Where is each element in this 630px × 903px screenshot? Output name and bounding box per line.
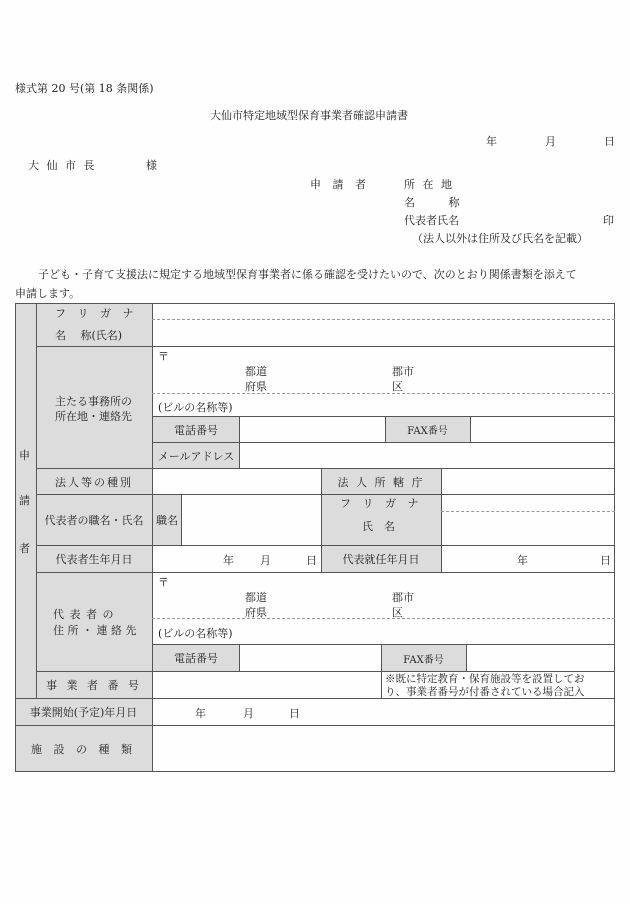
intro-line-1: 子ども・子育て支援法に規定する地域型保育事業者に係る確認を受けたいので、次のとおり関係書類を添えて — [38, 268, 577, 281]
office-label-1: 主たる事務所の — [55, 395, 132, 408]
rep-fax-input[interactable] — [467, 645, 614, 671]
rep-pref-label-1: 都道 — [245, 591, 267, 604]
rep-name-label: 氏 名 — [362, 520, 395, 533]
rep-birth-day: 日 — [306, 554, 317, 567]
rep-birth-month: 月 — [260, 554, 271, 567]
form-number: 様式第 20 号(第 18 条関係) — [15, 82, 154, 95]
rep-pref-label-2: 府県 — [245, 606, 267, 619]
rep-appointed-label: 代表就任年月日 — [342, 553, 420, 566]
corp-type-label: 法人等の種別 — [55, 475, 133, 489]
facility-type-label: 施 設 の 種 類 — [31, 743, 136, 756]
name-label: 名 称(氏名) — [55, 329, 123, 342]
start-date-month: 月 — [243, 707, 254, 720]
rep-furigana-label: フ リ ガ ナ — [340, 497, 423, 510]
addressee-honorific: 様 — [146, 159, 157, 172]
seal-mark: 印 — [603, 214, 614, 227]
office-phone-input[interactable] — [240, 417, 385, 442]
corp-type-input[interactable] — [153, 469, 321, 494]
applicant-name-label: 名 称 — [404, 196, 462, 209]
start-date-label: 事業開始(予定)年月日 — [29, 706, 138, 719]
business-number-input[interactable] — [153, 672, 381, 698]
business-note-1: ※既に特定教育・保育施設等を設置してお — [385, 673, 585, 685]
document-title: 大仙市特定地域型保育事業者確認申請書 — [210, 109, 408, 122]
email-input[interactable] — [240, 443, 614, 468]
corp-office-input[interactable] — [442, 469, 614, 494]
side-label-2: 請 — [19, 494, 30, 507]
applicant-label: 申 請 者 — [310, 178, 370, 191]
rep-city-label-2: 区 — [392, 606, 403, 619]
postal-mark: 〒 — [158, 350, 169, 363]
office-label-2: 所在地・連絡先 — [55, 410, 132, 423]
applicant-note: （法人以外は住所及び氏名を記載） — [412, 232, 588, 245]
business-note-2: り、事業者番号が付番されている場合記入 — [385, 686, 585, 698]
corp-office-label: 法 人 所 轄 庁 — [337, 475, 425, 489]
job-title-label: 職名 — [156, 514, 178, 527]
email-label: メールアドレス — [157, 449, 235, 463]
rep-name-input[interactable] — [442, 512, 614, 544]
city-label-2: 区 — [392, 380, 403, 393]
rep-title-name-label: 代表者の職名・氏名 — [44, 514, 144, 527]
furigana-input[interactable] — [153, 304, 614, 318]
date-month: 月 — [545, 135, 556, 148]
rep-appointed-day: 日 — [600, 554, 611, 567]
date-day: 日 — [604, 135, 615, 148]
date-year: 年 — [486, 135, 497, 148]
side-label-1: 申 — [19, 449, 30, 462]
rep-phone-input[interactable] — [240, 645, 381, 671]
rep-birth-year: 年 — [223, 554, 234, 567]
rep-phone-label: 電話番号 — [174, 652, 218, 665]
building-label: (ビルの名称等) — [158, 401, 233, 414]
start-date-day: 日 — [289, 707, 300, 720]
side-label-3: 者 — [19, 542, 30, 555]
rep-fax-label: FAX番号 — [403, 654, 444, 666]
rep-appointed-year: 年 — [517, 554, 528, 567]
facility-type-input[interactable] — [153, 726, 614, 771]
job-title-input[interactable] — [182, 495, 321, 545]
rep-addr-label-1: 代 表 者 の — [53, 608, 115, 621]
rep-city-label-1: 郡市 — [392, 591, 414, 604]
start-date-year: 年 — [195, 707, 206, 720]
applicant-address-label: 所 在 地 — [404, 178, 454, 191]
office-phone-label: 電話番号 — [174, 423, 218, 437]
rep-addr-label-2: 住 所 ・ 連 絡 先 — [53, 624, 137, 637]
name-input[interactable] — [153, 320, 614, 345]
rep-postal-mark: 〒 — [158, 576, 169, 589]
rep-building-label: (ビルの名称等) — [158, 627, 233, 640]
pref-label-1: 都道 — [245, 365, 267, 378]
office-fax-label: FAX番号 — [407, 426, 448, 437]
office-fax-input[interactable] — [471, 417, 614, 442]
intro-line-2: 申請します。 — [15, 287, 81, 300]
furigana-label: フ リ ガ ナ — [55, 307, 138, 320]
applicant-rep-label: 代表者氏名 — [404, 214, 459, 227]
city-label-1: 郡市 — [392, 365, 414, 378]
pref-label-2: 府県 — [245, 380, 267, 393]
rep-birth-label: 代表者生年月日 — [55, 553, 133, 566]
addressee: 大 仙 市 長 — [28, 159, 97, 172]
rep-furigana-input[interactable] — [442, 495, 614, 510]
business-number-label: 事 業 者 番 号 — [46, 679, 142, 692]
